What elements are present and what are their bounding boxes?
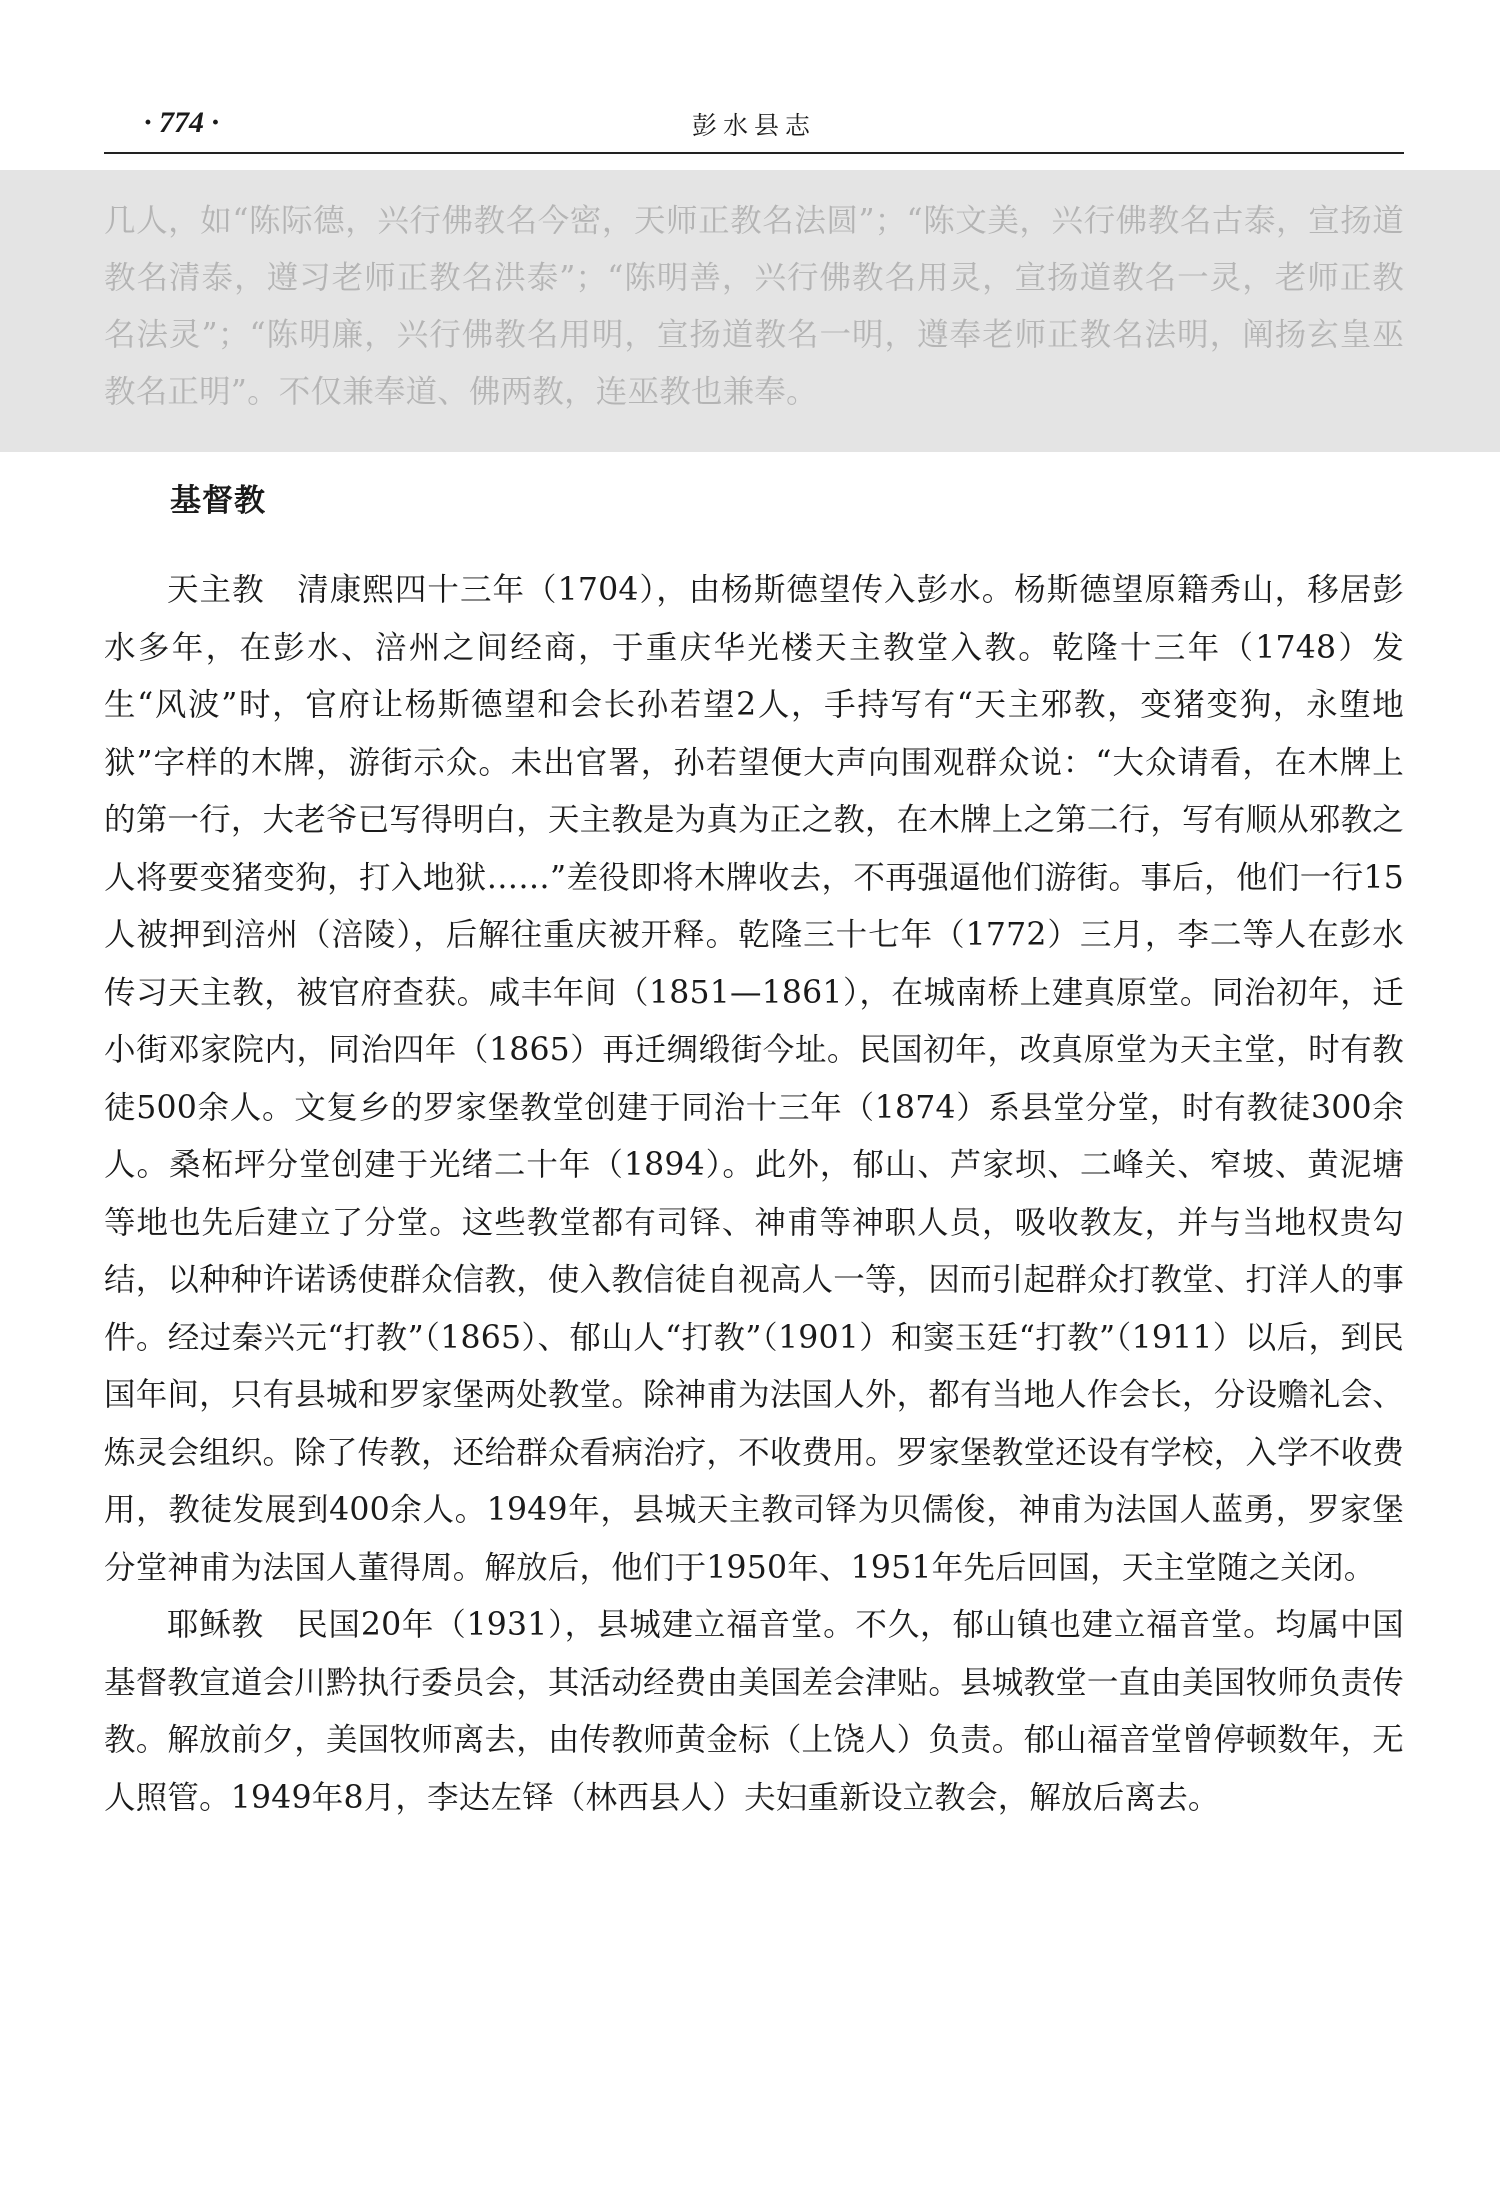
paragraph-catholicism — [104, 562, 1404, 1597]
book-title: 彭水县志 — [691, 111, 816, 140]
faded-passage: 几人，如“陈际德，兴行佛教名今密，天师正教名法圆”；“陈文美，兴行佛教名古泰，宣扬道教名清泰，遵习老师正教名洪泰”；“陈明善，兴行佛教名用灵，宣扬道教名一灵，老师正教名法灵”；“陈明廉，兴行佛教名用明，宣扬道教名一明，遵奉老师正教名法明，阐扬玄皇巫教名正明”。不仅兼奉道、佛两教，连巫教也兼奉。 — [104, 203, 1404, 410]
paragraph-lead-catholicism: 天主教 — [167, 572, 265, 608]
paragraph-text-protestantism: 民国20年（1931），县城建立福音堂。不久，郁山镇也建立福音堂。均属中国基督教宣道会川黔执行委员会，其活动经费由美国差会津贴。县城教堂一直由美国牧师负责传教。解放前夕，美国牧师离去，由传教师黄金标（上饶人）负责。郁山福音堂曾停顿数年，无人照管。1949年8月，李达左铎（林西县人）夫妇重新设立教会，解放后离去。 — [104, 1607, 1404, 1816]
page-number: · 774 · — [144, 106, 219, 139]
paragraph-protestantism — [104, 1597, 1404, 1827]
section-title: 基督教 — [170, 483, 266, 519]
page-header — [104, 100, 1404, 148]
paragraph-lead-protestantism: 耶稣教 — [167, 1607, 264, 1643]
paragraph-text-catholicism: 清康熙四十三年（1704），由杨斯德望传入彭水。杨斯德望原籍秀山，移居彭水多年，在彭水、涪州之间经商，于重庆华光楼天主教堂入教。乾隆十三年（1748）发生“风波”时，官府让杨斯德望和会长孙若望2人，手持写有“天主邪教，变猪变狗，永堕地狱”字样的木牌，游街示众。未出官署，孙若望便大声向围观群众说：“大众请看，在木牌上的第一行，大老爷已写得明白，天主教是为真为正之教，在木牌上之第二行，写有顺从邪教之人将要变猪变狗，打入地狱……”差役即将木牌收去，不再强逼他们游街。事后，他们一行15人被押到涪州（涪陵），后解往重庆被开释。乾隆三十七年（1772）三月，李二等人在彭水传习天主教，被官府查获。咸丰年间（1851—1861），在城南桥上建真原堂。同治初年，迁小街邓家院内，同治四年（1865）再迁绸缎街今址。民国初年，改真原堂为天主堂，时有教徒500余人。文复乡的罗家堡教堂创建于同治十三年（1874）系县堂分堂，时有教徒300余人。桑柘坪分堂创建于光绪二十年（1894）。此外，郁山、芦家坝、二峰关、窄坡、黄泥塘等地也先后建立了分堂。这些教堂都有司铎、神甫等神职人员，吸收教友，并与当地权贵勾结，以种种许诺诱使群众信教，使入教信徒自视高人一等，因而引起群众打教堂、打洋人的事件。经过秦兴元“打教”（1865）、郁山人“打教”（1901）和窦玉廷“打教”（1911）以后，到民国年间，只有县城和罗家堡两处教堂。除神甫为法国人外，都有当地人作会长，分设赡礼会、炼灵会组织。除了传教，还给群众看病治疗，不收费用。罗家堡教堂还设有学校，入学不收费用，教徒发展到400余人。1949年，县城天主教司铎为贝儒俊，神甫为法国人蓝勇，罗家堡分堂神甫为法国人董得周。解放后，他们于1950年、1951年先后回国，天主堂随之关闭。 — [104, 572, 1404, 1586]
header-rule — [104, 152, 1404, 154]
section-body — [104, 562, 1404, 1827]
